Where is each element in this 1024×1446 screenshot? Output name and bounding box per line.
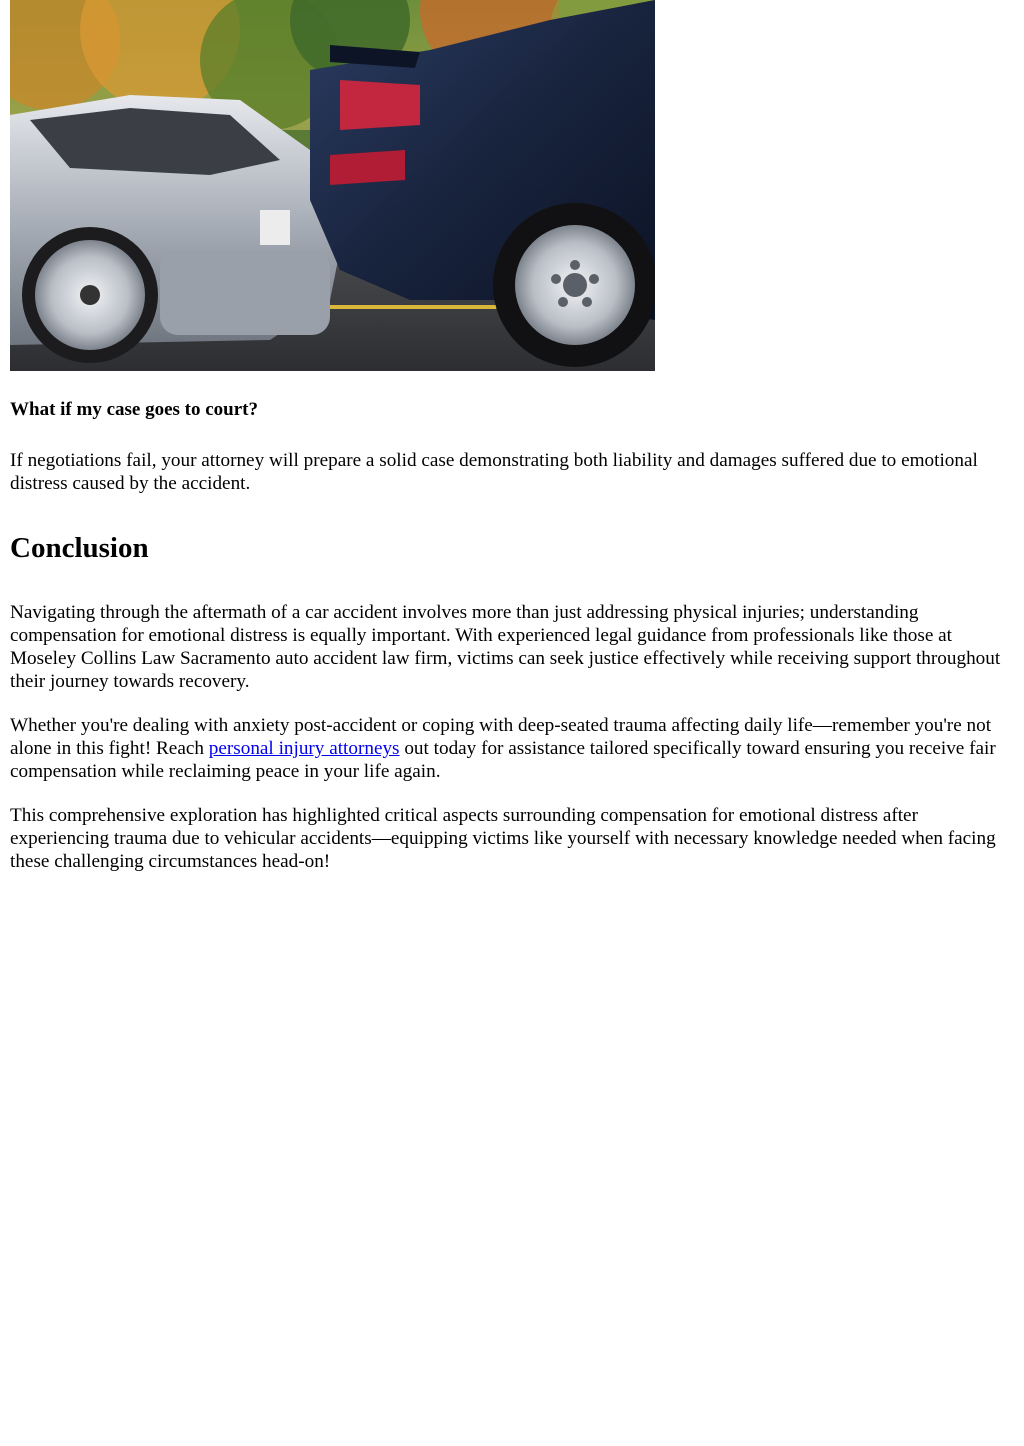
car-collision-image [10, 0, 655, 371]
conclusion-paragraph-3: This comprehensive exploration has highlighted critical aspects surrounding compensation for emotional distress after experiencing trauma due to vehicular accidents—equipping victims like yourself with necessary knowledge needed when facing these challenging circumstances head-on! [10, 805, 996, 872]
conclusion-paragraph-1: Navigating through the aftermath of a car accident involves more than just addressing physical injuries; understanding compensation for emotional distress is equally important. With experienced legal guidance from professionals like those at Moseley Collins Law Sacramento auto accident law firm, victims can seek justice effectively while receiving support throughout their journey towards recovery. [10, 602, 1001, 692]
faq-answer: If negotiations fail, your attorney will prepare a solid case demonstrating both liability and damages suffered due to emotional distress caused by the accident. [10, 450, 978, 494]
faq-question: What if my case goes to court? [10, 399, 259, 420]
personal-injury-attorneys-link[interactable]: personal injury attorneys [208, 738, 400, 759]
article-content [10, 0, 1018, 873]
paragraph-2-text-start: Whether you're dealing with anxiety post-accident or coping with deep-seated trauma affecting daily life—remember you're not alone in this fight! Reach [10, 715, 992, 759]
conclusion-heading: Conclusion [10, 532, 149, 564]
conclusion-paragraph-2 [10, 714, 1018, 783]
paragraph-2-text-end: out today for assistance tailored specifically toward ensuring you receive fair compensation while reclaiming peace in your life again. [10, 738, 996, 782]
